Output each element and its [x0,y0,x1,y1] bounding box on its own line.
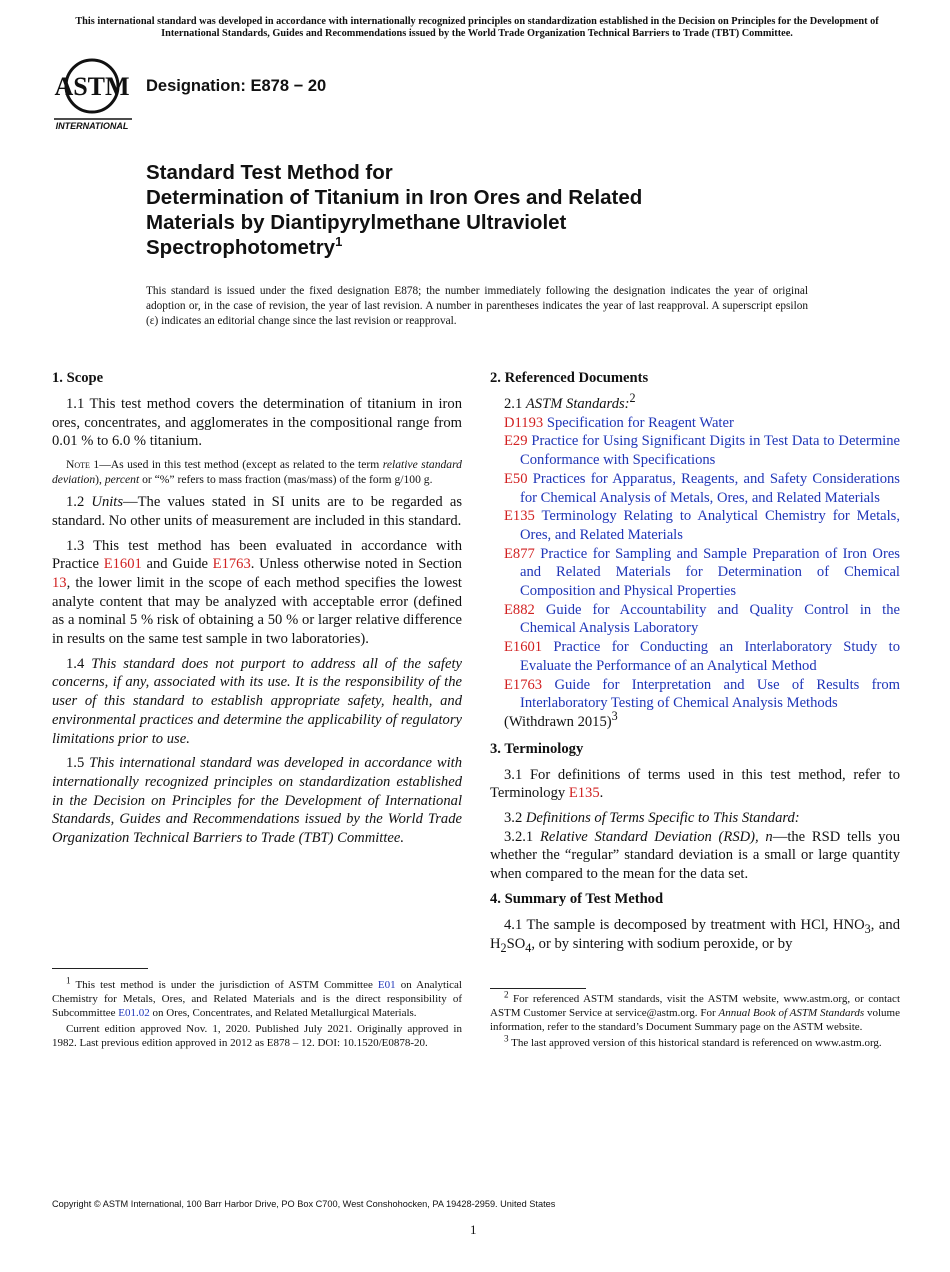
logo-text: ASTM [54,72,130,101]
para-text: . Unless otherwise noted in Section [250,556,462,573]
para-3-2-1 [490,828,900,884]
withdrawn-note [490,709,900,732]
link-e01-02[interactable]: E01.02 [118,1007,150,1019]
footnote-text: on Ores, Concentrates, and Related Metallurgical Materials. [149,1007,417,1019]
reference-item [490,545,900,601]
subscript: 2 [500,940,507,955]
reference-item [490,507,900,544]
footnote-1 [52,975,462,1020]
footnote-text: on Analytical Chemistry for Metals, Ores, and Related Materials and is the direct responsibility of Subcommittee [52,979,462,1019]
title-line-3: Materials by Diantipyrylmethane Ultraviolet [146,211,567,234]
para-1-5 [52,754,462,848]
astm-logo [52,56,136,134]
reference-title-link[interactable]: Specification for Reagent Water [546,414,734,431]
para-3-2 [490,809,900,828]
withdrawn-text: (Withdrawn 2015) [504,713,612,730]
para-text: —the RSD tells you whether the “regular” standard deviation is a small or large quantity when compared to the mean for the data set. [490,828,901,883]
section-heading-terminology: 3. Terminology [490,740,584,757]
left-column [52,369,462,854]
para-num: 3.2 [504,810,526,827]
reference-item [490,638,900,675]
note-text-a: 1—As used in this test method (except as related to the term [89,458,383,472]
para-text: 4.1 The sample is decomposed by treatment with HCl, HNO [504,916,865,933]
para-text: . [599,785,604,802]
footnote-mark: 2 [504,989,509,1000]
para-num: 2.1 [504,396,526,412]
right-column [490,369,900,959]
link-e01[interactable]: E01 [377,979,396,991]
tbt-banner: This international standard was developed in accordance with internationally recognized principles on standardization established in the Decision on Principles for the Development of International Standards, Guides and Recommendations issued by the World Trade Organization Technical Barriers to Trade (TBT) Committee. [75,16,879,39]
footnote-mark: 1 [66,975,71,986]
para-num: 1.4 [66,655,92,672]
note-term-rsd: relative standard deviation [52,458,462,487]
para-text: —The values stated in SI units are to be regarded as standard. No other units of measurement are included in this standard. [52,494,462,529]
footnote-book-title: Annual Book of ASTM Standards [718,1007,865,1019]
para-1-1: 1.1 This test method covers the determination of titanium in iron ores, concentrates, and agglomerates in the compositional range from 0.01 % to 6.0 % titanium. [52,396,462,450]
page-number: 1 [470,1222,477,1237]
footnote-rule-left [52,968,148,969]
para-term: Definitions of Terms Specific to This Standard: [525,810,800,827]
footnotes-left [52,975,462,1052]
reference-title-link[interactable]: Guide for Interpretation and Use of Results from Interlaboratory Testing of Chemical Analysis Methods [520,676,901,712]
reference-title-link[interactable]: Practice for Using Significant Digits in Test Data to Determine Conformance with Specifications [520,433,900,469]
reference-code-link[interactable]: D1193 [504,414,544,431]
reference-code-link[interactable]: E135 [504,508,535,525]
footnote-edition: Current edition approved Nov. 1, 2020. Published July 2021. Originally approved in 1982. Last previous edition approved in 2012 as E878 – 12. DOI: 10.1520/E0878-20. [52,1023,462,1049]
reference-code-link[interactable]: E1763 [504,676,543,693]
designation: Designation: E878 − 20 [146,77,327,95]
title-line-1: Standard Test Method for [146,161,393,184]
section-heading-scope: 1. Scope [52,370,104,386]
note-1 [52,457,462,487]
para-1-3 [52,537,462,649]
reference-item [490,601,900,638]
note-label: Note [66,458,90,472]
reference-item [490,470,900,507]
tbt-statement: This international standard was developed in accordance with internationally recognized principles on standardization established in the Decision on Principles for the Development of International Standards, Guides and Recommendations issued by the World Trade Organization Technical Barriers to Trade (TBT) Committee. [52,755,463,847]
para-text: and Guide [141,556,213,573]
para-text: , and H [490,916,900,952]
para-term: Relative Standard Deviation (RSD), n [539,828,773,845]
note-text-e: or “%” refers to mass fraction (mas/mass) of the form g/100 g. [139,473,433,487]
footnote-text: For referenced ASTM standards, visit the ASTM website, www.astm.org, or contact ASTM Customer Service at service@astm.org. For [490,993,900,1019]
reference-item [490,414,900,433]
reference-title-link[interactable]: Practices for Apparatus, Reagents, and Safety Considerations for Chemical Analysis of Metals, Ores, and Related Materials [520,470,900,506]
reference-code-link[interactable]: E1601 [504,639,543,656]
footnote-mark: 3 [611,709,618,724]
safety-statement: This standard does not purport to address all of the safety concerns, if any, associated with its use. It is the responsibility of the user of this standard to establish appropriate safety, health, and environmental practices and determine the applicability of regulatory limitations prior to use. [52,655,462,747]
para-2-1 [490,391,900,414]
link-e1601[interactable]: E1601 [103,556,142,573]
para-num: 1.5 [66,755,90,772]
para-text: , the lower limit in the scope of each method specifies the lowest analyte content that may be analyzed with acceptable error (defined as a nominal 5 % risk of obtaining a 50 % or larger relative difference in results on the same test sample in two laboratories). [52,574,462,648]
section-heading-summary: 4. Summary of Test Method [490,890,664,907]
reference-code-link[interactable]: E882 [504,601,535,618]
subscript: 4 [525,940,532,955]
section-heading-referenced: 2. Referenced Documents [490,370,649,386]
reference-code-link[interactable]: E877 [504,545,535,562]
reference-code-link[interactable]: E50 [504,470,528,487]
title-footnote-mark: 1 [335,234,343,250]
reference-item [490,432,900,469]
footnotes-right [490,989,900,1052]
copyright-line: Copyright © ASTM International, 100 Barr Harbor Drive, PO Box C700, West Conshohocken, PA 19428-2959. United States [52,1199,556,1209]
para-num: 3.2.1 [504,828,540,845]
document-title [146,160,786,260]
para-text: , or by sintering with sodium peroxide, or by [531,935,793,952]
reference-code-link[interactable]: E29 [504,433,528,450]
para-term: Units [91,494,124,511]
footnote-text: The last approved version of this historical standard is referenced on www.astm.org. [508,1037,882,1049]
link-e135-terminology[interactable]: E135 [568,785,600,802]
title-line-4: Spectrophotometry [146,236,336,259]
reference-title-link[interactable]: Terminology Relating to Analytical Chemistry for Metals, Ores, and Related Materials [520,508,900,543]
para-1-4 [52,655,462,749]
para-3-1 [490,766,900,803]
note-text-c: ), [95,473,105,487]
para-text: 1.3 This test method has been evaluated in accordance with Practice [52,537,462,573]
intro-paragraph: This standard is issued under the fixed designation E878; the number immediately following the designation indicates the year of original adoption or, in the case of revision, the year of last revision. A number in parentheses indicates the year of last reapproval. A superscript epsilon (ε) indicates an editorial change since the last revision or reapproval. [146,285,808,327]
para-term: ASTM Standards: [525,396,630,412]
title-line-2: Determination of Titanium in Iron Ores and Related [146,186,643,209]
footnote-2 [490,989,900,1034]
para-1-2 [52,493,462,530]
link-section-13[interactable]: 13 [52,574,67,591]
logo-subtext: INTERNATIONAL [55,121,129,131]
reference-title-link[interactable]: Practice for Sampling and Sample Preparation of Iron Ores and Related Materials for Determination of Chemical Composition and Physical Properties [520,545,900,600]
footnote-3 [490,1033,900,1050]
para-4-1 [490,916,900,953]
subscript: 3 [864,921,871,936]
footnote-mark: 3 [504,1033,509,1044]
footnote-text: volume information, refer to the standard’s Document Summary page on the ASTM website. [490,1007,900,1033]
reference-title-link[interactable]: Practice for Conducting an Interlaboratory Study to Evaluate the Performance of an Analytical Method [520,639,900,674]
reference-item [490,676,900,713]
para-num: 1.2 [66,494,92,511]
note-term-percent: percent [104,473,140,487]
footnote-mark: 2 [629,391,636,406]
para-text: 3.1 For definitions of terms used in this test method, refer to Terminology [490,766,900,802]
footnote-text: This test method is under the jurisdiction of ASTM Committee [70,979,378,991]
para-text: SO [506,935,526,952]
reference-title-link[interactable]: Guide for Accountability and Quality Control in the Chemical Analysis Laboratory [520,601,900,637]
reference-list [490,414,900,713]
link-e1763[interactable]: E1763 [212,556,251,573]
